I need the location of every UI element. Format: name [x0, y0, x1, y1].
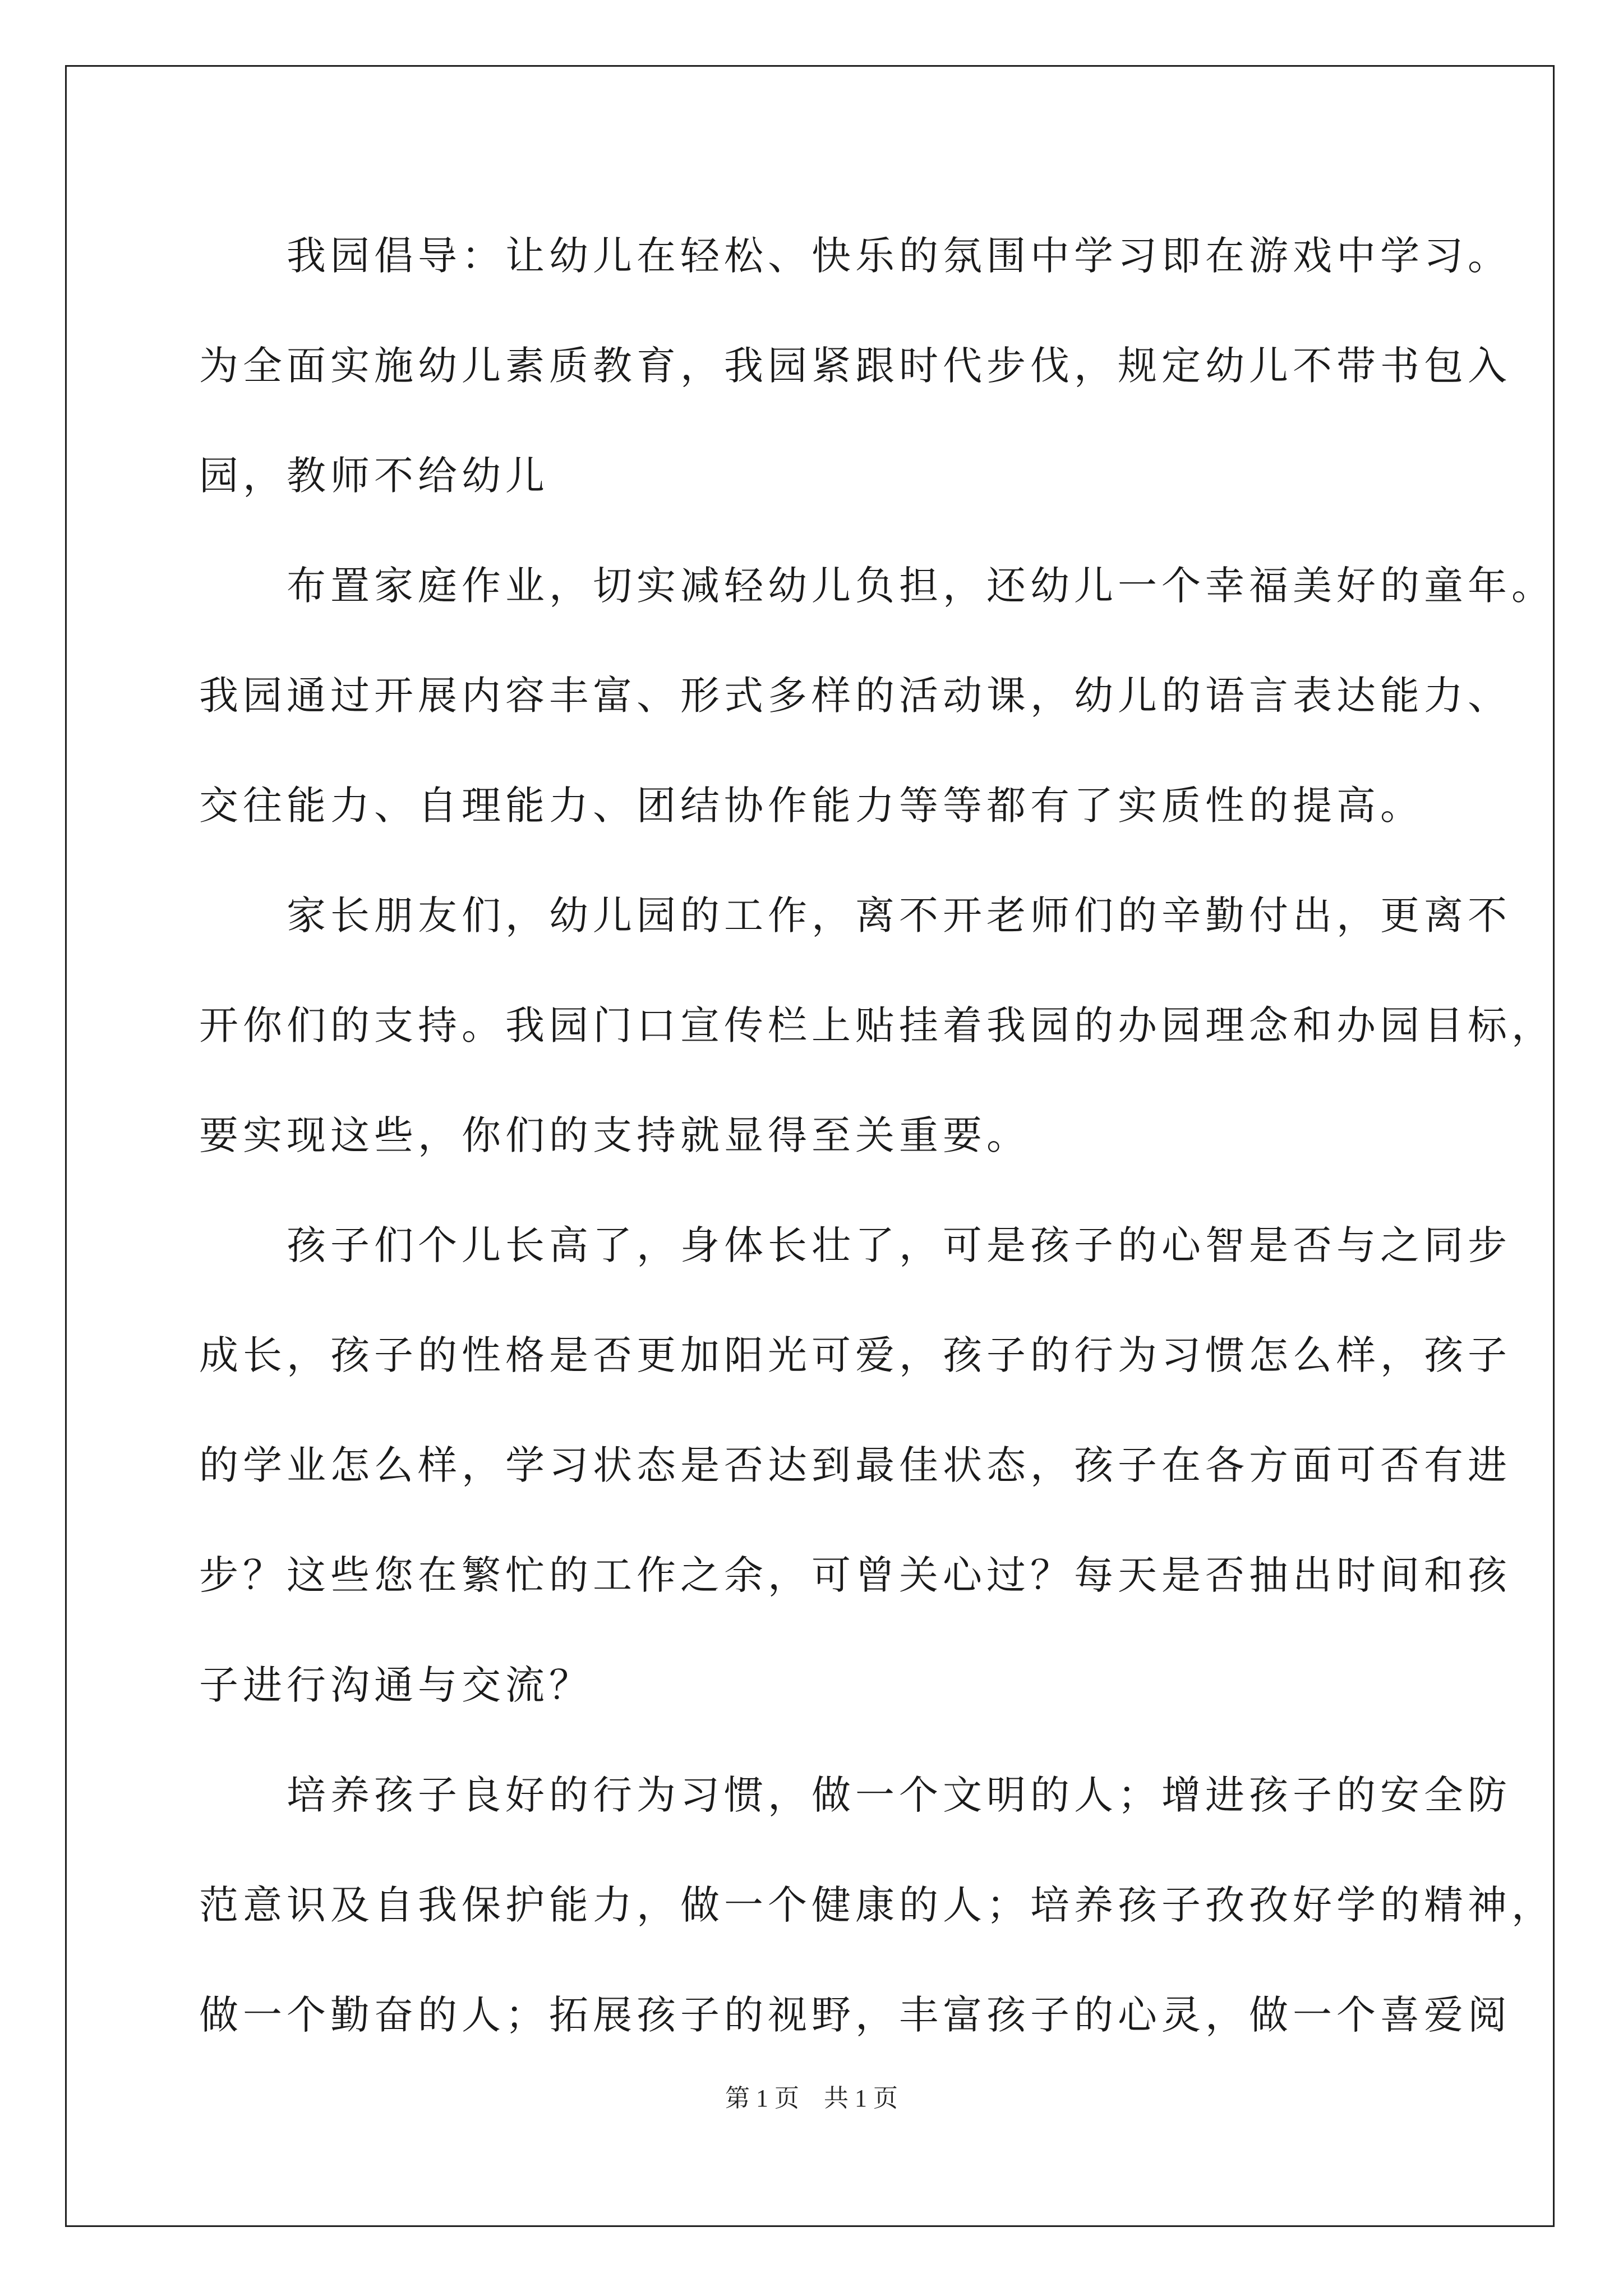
text-line: 开你们的支持。我园门口宣传栏上贴挂着我园的办园理念和办园目标，: [199, 1002, 1555, 1048]
text-line: 布置家庭作业，切实减轻幼儿负担，还幼儿一个幸福美好的童年。: [199, 563, 1555, 609]
text-line: 交往能力、自理能力、团结协作能力等等都有了实质性的提高。: [199, 783, 1424, 829]
text-line: 成长，孩子的性格是否更加阳光可爱，孩子的行为习惯怎么样，孩子: [199, 1332, 1511, 1378]
text-line: 做一个勤奋的人；拓展孩子的视野，丰富孩子的心灵，做一个喜爱阅: [199, 1992, 1511, 2038]
text-line: 园，教师不给幼儿: [199, 453, 549, 499]
text-line: 的学业怎么样，学习状态是否达到最佳状态，孩子在各方面可否有进: [199, 1442, 1511, 1488]
text-line: 为全面实施幼儿素质教育，我园紧跟时代步伐，规定幼儿不带书包入: [199, 343, 1511, 389]
page-number-footer: 第 1 页 共 1 页: [725, 2085, 898, 2112]
text-line: 子进行沟通与交流？: [199, 1662, 593, 1708]
text-line: 培养孩子良好的行为习惯，做一个文明的人；增进孩子的安全防: [199, 1772, 1511, 1818]
text-line: 范意识及自我保护能力，做一个健康的人；培养孩子孜孜好学的精神，: [199, 1882, 1555, 1928]
text-line: 步？这些您在繁忙的工作之余，可曾关心过？每天是否抽出时间和孩: [199, 1552, 1511, 1598]
text-line: 孩子们个儿长高了，身体长壮了，可是孩子的心智是否与之同步: [199, 1222, 1511, 1268]
text-line: 我园倡导：让幼儿在轻松、快乐的氛围中学习即在游戏中学习。: [199, 233, 1511, 279]
text-line: 家长朋友们，幼儿园的工作，离不开老师们的辛勤付出，更离不: [199, 892, 1511, 938]
text-line: 我园通过开展内容丰富、形式多样的活动课，幼儿的语言表达能力、: [199, 673, 1511, 719]
text-line: 要实现这些，你们的支持就显得至关重要。: [199, 1112, 1030, 1158]
